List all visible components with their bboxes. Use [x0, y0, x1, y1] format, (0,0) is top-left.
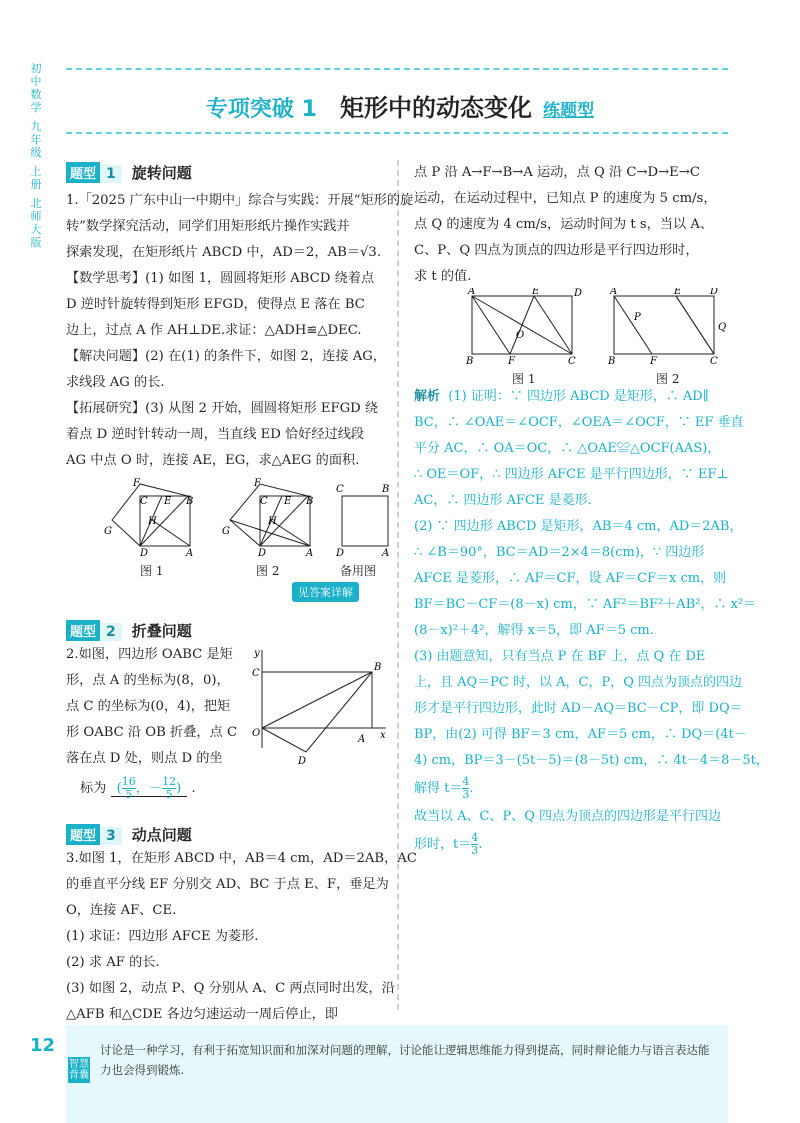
section-number: 1	[100, 165, 122, 183]
svg-text:C: C	[336, 484, 344, 495]
problem-line: 求线段 AG 的长.	[66, 375, 165, 390]
problem-line: O，连接 AF、CE.	[66, 903, 177, 918]
problem-1	[66, 188, 413, 474]
solution-line: 上，且 AQ＝PC 时，以 A，C，P，Q 四点为顶点的四边	[414, 675, 743, 690]
answer-prefix: 标为	[80, 781, 107, 796]
solution-label: 解析	[414, 389, 441, 404]
svg-text:F: F	[254, 478, 261, 489]
svg-text:A: A	[610, 288, 618, 297]
svg-text:H: H	[148, 516, 157, 527]
svg-text:C: C	[710, 356, 718, 367]
solution	[414, 384, 769, 860]
problem-line: D 逆时针旋转得到矩形 EFGD，使得点 E 落在 BC	[66, 297, 365, 312]
problem-line: 运动，在运动过程中，已知点 P 的速度为 5 cm/s，	[414, 191, 717, 206]
svg-text:E: E	[674, 288, 682, 297]
svg-text:x: x	[380, 730, 386, 741]
svg-text:E: E	[164, 496, 172, 507]
section-2-heading	[66, 620, 192, 641]
page-header	[0, 88, 800, 123]
section-tag: 题型	[66, 620, 100, 641]
section-tag: 题型	[66, 162, 100, 183]
problem-3	[66, 846, 417, 1028]
solution-line: AC，∴ 四边形 AFCE 是菱形.	[414, 493, 592, 508]
header-title: 矩形中的动态变化	[339, 94, 532, 122]
problem-2-answer-line	[80, 776, 196, 802]
figure-2-caption: 图 2	[656, 372, 680, 386]
svg-text:D: D	[574, 288, 583, 299]
solution-line: 平分 AC，∴ OA＝OC，∴ △OAE≌△OCF(AAS)，	[414, 441, 721, 456]
solution-line: (2) ∵ 四边形 ABCD 是矩形，AB＝4 cm，AD＝2AB，	[414, 519, 743, 534]
section-tag: 题型	[66, 824, 100, 845]
problem-line: 形，点 A 的坐标为(8，0)，	[66, 673, 230, 688]
svg-text:O: O	[516, 330, 525, 341]
section-title: 折叠问题	[131, 622, 192, 640]
page-number: 12	[30, 1035, 56, 1056]
problem-line: 转”数学探究活动，同学们用矩形纸片操作实践并	[66, 219, 350, 234]
svg-text:A: A	[358, 734, 366, 745]
problem-line: 点 P 沿 A→F→B→A 运动，点 Q 沿 C→D→E→C	[414, 165, 700, 180]
section-3-heading	[66, 824, 192, 845]
svg-text:F: F	[650, 356, 657, 367]
svg-text:B: B	[608, 356, 616, 367]
section-number: 2	[100, 623, 122, 641]
solution-line: (3) 由题意知，只有当点 P 在 BF 上，点 Q 在 DE	[414, 649, 706, 664]
svg-text:B: B	[466, 356, 474, 367]
svg-text:C: C	[568, 356, 576, 367]
header-dotted-line	[66, 132, 728, 134]
solution-line: ∴ ∠B＝90°，BC＝AD＝2×4＝8(cm)，∵ 四边形	[414, 545, 705, 560]
solution-line: AFCE 是菱形，∴ AF＝CF，设 AF＝CF＝x cm，则	[414, 571, 727, 586]
svg-text:Q: Q	[718, 322, 727, 333]
side-label-edition: 北师大版	[30, 197, 42, 249]
problem-line: (1) 求证：四边形 AFCE 为菱形.	[66, 929, 259, 944]
svg-text:F: F	[508, 356, 515, 367]
svg-text:C: C	[260, 496, 268, 507]
fraction-t: $\frac{4}{3}$	[462, 775, 470, 801]
svg-text:C: C	[252, 668, 260, 679]
solution-final: 形时，t＝ $\frac{4}{3}$ .	[414, 831, 483, 857]
problem-line: 点 C 的坐标为(0，4)，把矩	[66, 699, 231, 714]
svg-text:D: D	[336, 548, 345, 559]
problem-line: 边上，过点 A 作 AH⊥DE.求证：△ADH≌△DEC.	[66, 323, 362, 338]
figure-1-caption: 图 1	[512, 372, 536, 386]
svg-text:C: C	[140, 496, 148, 507]
figure-spare	[342, 496, 388, 546]
svg-text:D: D	[258, 548, 267, 559]
fraction-x: $\frac{16}{5}$	[121, 775, 136, 801]
problem-1-figures	[100, 476, 390, 576]
svg-text:A: A	[468, 288, 476, 297]
top-dotted-line	[66, 68, 728, 70]
side-label-grade: 九年级	[30, 120, 42, 159]
answer-detail-link[interactable]: 见答案详解	[292, 582, 359, 602]
svg-text:E: E	[532, 288, 540, 297]
svg-text:y: y	[254, 648, 260, 659]
problem-line: 3.如图 1，在矩形 ABCD 中，AB＝4 cm，AD＝2AB，AC	[66, 851, 417, 866]
problem-3-figures	[462, 288, 732, 370]
problem-line: 着点 D 逆时针转动一周，当直线 ED 恰好经过线段	[66, 427, 365, 442]
header-subtitle: 练题型	[543, 101, 595, 121]
figure-2	[614, 296, 714, 354]
problem-line: 的垂直平分线 EF 分别交 AD、BC 于点 E、F，垂足为	[66, 877, 389, 892]
problem-line: C、P、Q 四点为顶点的四边形是平行四边形时，	[414, 243, 699, 258]
solution-result: 解得 t＝ $\frac{4}{3}$ .	[414, 775, 474, 801]
problem-line: AG 中点 O 时，连接 AE，EG，求△AEG 的面积.	[66, 453, 360, 468]
section-number: 3	[100, 827, 122, 845]
svg-text:P: P	[634, 312, 641, 323]
footer-badge: 智慧背囊	[69, 1059, 89, 1081]
problem-line: 形 OABC 沿 OB 折叠，点 C	[66, 725, 238, 740]
problem-line: 2.如图，四边形 OABC 是矩	[66, 647, 233, 662]
header-series: 专项突破 1	[205, 97, 317, 122]
fraction-t-final: $\frac{4}{3}$	[471, 831, 479, 857]
problem-line: 1.「2025 广东中山一中期中」综合与实践：开展“矩形的旋	[66, 193, 414, 208]
svg-text:B: B	[382, 484, 390, 495]
solution-line: 解析 (1) 证明：∵ 四边形 ABCD 是矩形，∴ AD∥	[414, 389, 709, 404]
figure-1	[112, 484, 190, 546]
svg-text:D: D	[140, 548, 149, 559]
section-title: 动点问题	[131, 826, 192, 844]
footer-text: 讨论是一种学习，有利于拓宽知识面和加深对问题的理解，讨论能让逻辑思维能力得到提高，同时辩论能力与语言表达能力也会得到锻炼.	[100, 1043, 710, 1077]
solution-line: 4) cm，BP＝3－(5t－5)＝(8－5t) cm，∴ 4t－4＝8－5t，	[414, 753, 769, 768]
figure-2	[230, 484, 310, 546]
solution-line: 形才是平行四边形，此时 AD－AQ＝BC－CP，即 DQ＝	[414, 701, 743, 716]
problem-line: 【数学思考】(1) 如图 1，圆圆将矩形 ABCD 绕着点	[66, 271, 375, 286]
solution-line: BP，由(2) 可得 BF＝3 cm，AF＝5 cm，∴ DQ＝(4t－	[414, 727, 747, 742]
problem-line: 【拓展研究】(3) 从图 2 开始，圆圆将矩形 EFGD 绕	[66, 401, 379, 416]
solution-line: BF＝BC－CF＝(8－x) cm，∵ AF²＝BF²＋AB²，∴ x²＝	[414, 597, 757, 612]
svg-text:A: A	[306, 548, 314, 559]
problem-line: 点 Q 的速度为 4 cm/s，运动时间为 t s，当以 A、	[414, 217, 714, 232]
side-label-volume: 上册	[30, 165, 42, 191]
svg-text:E: E	[284, 496, 292, 507]
svg-text:B: B	[374, 662, 382, 673]
spare-figure-caption: 备用图	[340, 564, 377, 578]
problem-line: 探索发现，在矩形纸片 ABCD 中，AD＝2，AB＝√3.	[66, 245, 382, 260]
figure-1-caption: 图 1	[140, 564, 164, 578]
problem-line: △AFB 和△CDE 各边匀速运动一周后停止，即	[66, 1007, 338, 1022]
fraction-y: $\frac{12}{5}$	[162, 775, 177, 801]
side-label-subject: 初中数学	[30, 62, 42, 114]
section-1-heading	[66, 162, 192, 183]
svg-text:A: A	[382, 548, 390, 559]
svg-text:B: B	[186, 496, 194, 507]
figure-1	[472, 296, 572, 354]
svg-text:H: H	[268, 516, 277, 527]
problem-2	[66, 642, 237, 772]
svg-text:O: O	[252, 728, 261, 739]
problem-2-figure	[248, 646, 390, 766]
problem-line: 落在点 D 处，则点 D 的坐	[66, 751, 223, 766]
solution-line: 故当以 A、C、P、Q 四点为顶点的四边形是平行四边	[414, 809, 722, 824]
solution-line: (8－x)²＋4²，解得 x＝5，即 AF＝5 cm.	[414, 623, 654, 638]
svg-text:G: G	[104, 526, 112, 537]
problem-line: (3) 如图 2，动点 P、Q 分别从 A、C 两点同时出发，沿	[66, 981, 395, 996]
solution-line: ∴ OE＝OF，∴ 四边形 AFCE 是平行四边形，∵ EF⊥	[414, 467, 729, 482]
svg-text:D: D	[298, 756, 307, 766]
answer-blank: ( $\frac{16}{5}$ ，－ $\frac{12}{5}$ )	[111, 781, 188, 797]
svg-text:D: D	[710, 288, 719, 297]
svg-text:B: B	[306, 496, 314, 507]
answer-suffix: .	[191, 781, 196, 796]
solution-line: BC，∴ ∠OAE＝∠OCF，∠OEA＝∠OCF，∵ EF 垂直	[414, 415, 744, 430]
problem-line: 求 t 的值.	[414, 269, 472, 284]
svg-text:F: F	[133, 478, 140, 489]
section-title: 旋转问题	[131, 164, 192, 182]
problem-3-continued	[414, 160, 717, 290]
svg-text:G: G	[222, 526, 230, 537]
figure-2-caption: 图 2	[256, 564, 280, 578]
problem-line: 【解决问题】(2) 在(1) 的条件下，如图 2，连接 AG，	[66, 349, 386, 364]
svg-text:A: A	[186, 548, 194, 559]
problem-line: (2) 求 AF 的长.	[66, 955, 160, 970]
